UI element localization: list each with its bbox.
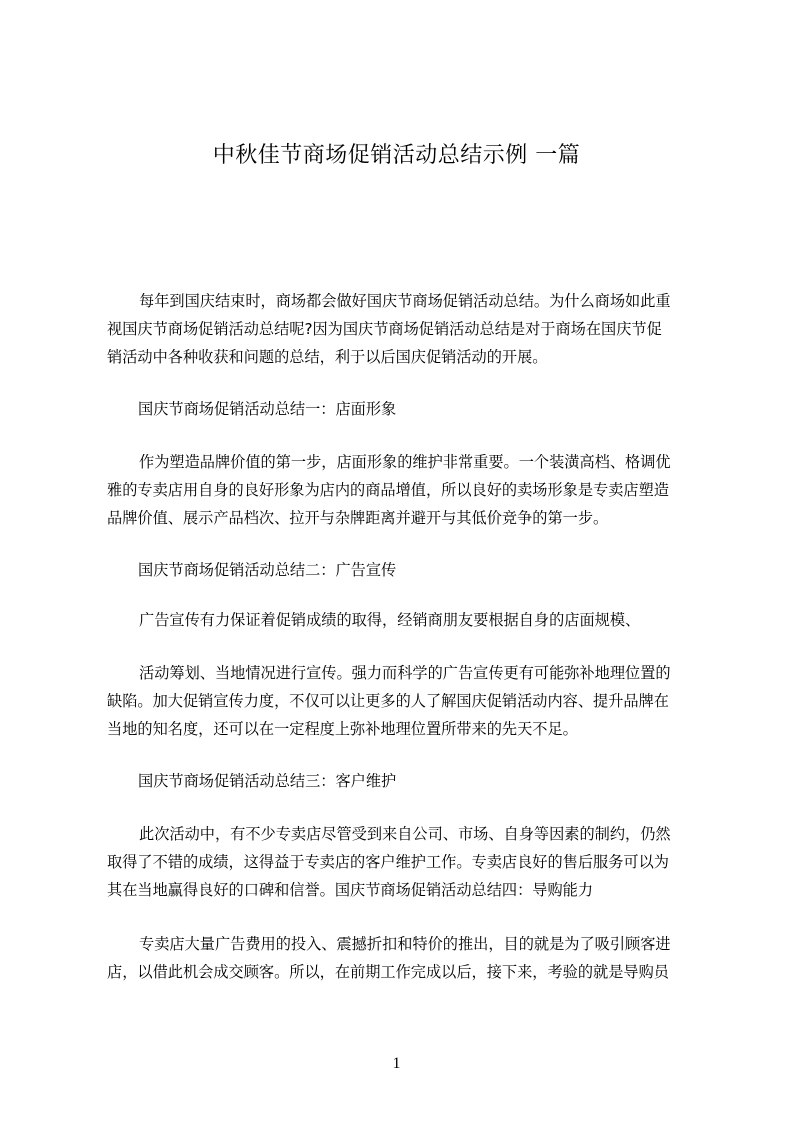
paragraph-line: 雅的专卖店用自身的良好形象为店内的商品增值，所以良好的卖场形象是专卖店塑造 [107, 481, 669, 499]
paragraph-line: 广告宣传有力保证着促销成绩的取得，经销商朋友要根据自身的店面规模、 [139, 611, 641, 629]
paragraph-customer-care [107, 820, 703, 904]
section-heading-advertising: 国庆节商场促销活动总结二：广告宣传 [138, 561, 397, 579]
paragraph-line: 其在当地赢得良好的口碑和信誉。国庆节商场促销活动总结四：导购能力 [107, 881, 593, 899]
paragraph-line: 销活动中各种收获和问题的总结，利于以后国庆促销活动的开展。 [107, 348, 548, 366]
paragraph-line: 视国庆节商场促销活动总结呢?因为国庆节商场促销活动总结是对于商场在国庆节促 [107, 320, 662, 338]
paragraph-advertising [107, 659, 703, 743]
paragraph-advertising-intro [107, 606, 703, 634]
paragraph-line: 作为塑造品牌价值的第一步，店面形象的维护非常重要。一个装潢高档、格调优 [139, 453, 671, 471]
paragraph-line: 专卖店大量广告费用的投入、震撼折扣和特价的推出，目的就是为了吸引顾客进 [139, 935, 671, 953]
section-heading-customer-care: 国庆节商场促销活动总结三：客户维护 [138, 772, 397, 790]
paragraph-line: 活动筹划、当地情况进行宣传。强力而科学的广告宣传更有可能弥补地理位置的 [139, 664, 671, 682]
paragraph-line: 店，以借此机会成交顾客。所以，在前期工作完成以后，接下来，考验的就是导购员 [107, 963, 669, 981]
paragraph-line: 品牌价值、展示产品档次、拉开与杂牌距离并避开与其低价竞争的第一步。 [107, 509, 609, 527]
paragraph-store-image [107, 448, 703, 532]
section-heading-store-image: 国庆节商场促销活动总结一：店面形象 [138, 400, 397, 418]
paragraph-line: 当地的知名度，还可以在一定程度上弥补地理位置所带来的先天不足。 [107, 720, 578, 738]
paragraph-sales-ability [107, 930, 703, 986]
paragraph-line: 取得了不错的成绩，这得益于专卖店的客户维护工作。专卖店良好的售后服务可以为 [107, 853, 669, 871]
paragraph-line: 此次活动中，有不少专卖店尽管受到来自公司、市场、自身等因素的制约，仍然 [139, 825, 671, 843]
page-number: 1 [392, 1055, 401, 1072]
paragraph-line: 每年到国庆结束时，商场都会做好国庆节商场促销活动总结。为什么商场如此重 [139, 292, 671, 310]
page-title: 中秋佳节商场促销活动总结示例 一篇 [212, 143, 581, 168]
paragraph-intro [107, 287, 703, 371]
paragraph-line: 缺陷。加大促销宣传力度，不仅可以让更多的人了解国庆促销活动内容、提升品牌在 [107, 692, 669, 710]
